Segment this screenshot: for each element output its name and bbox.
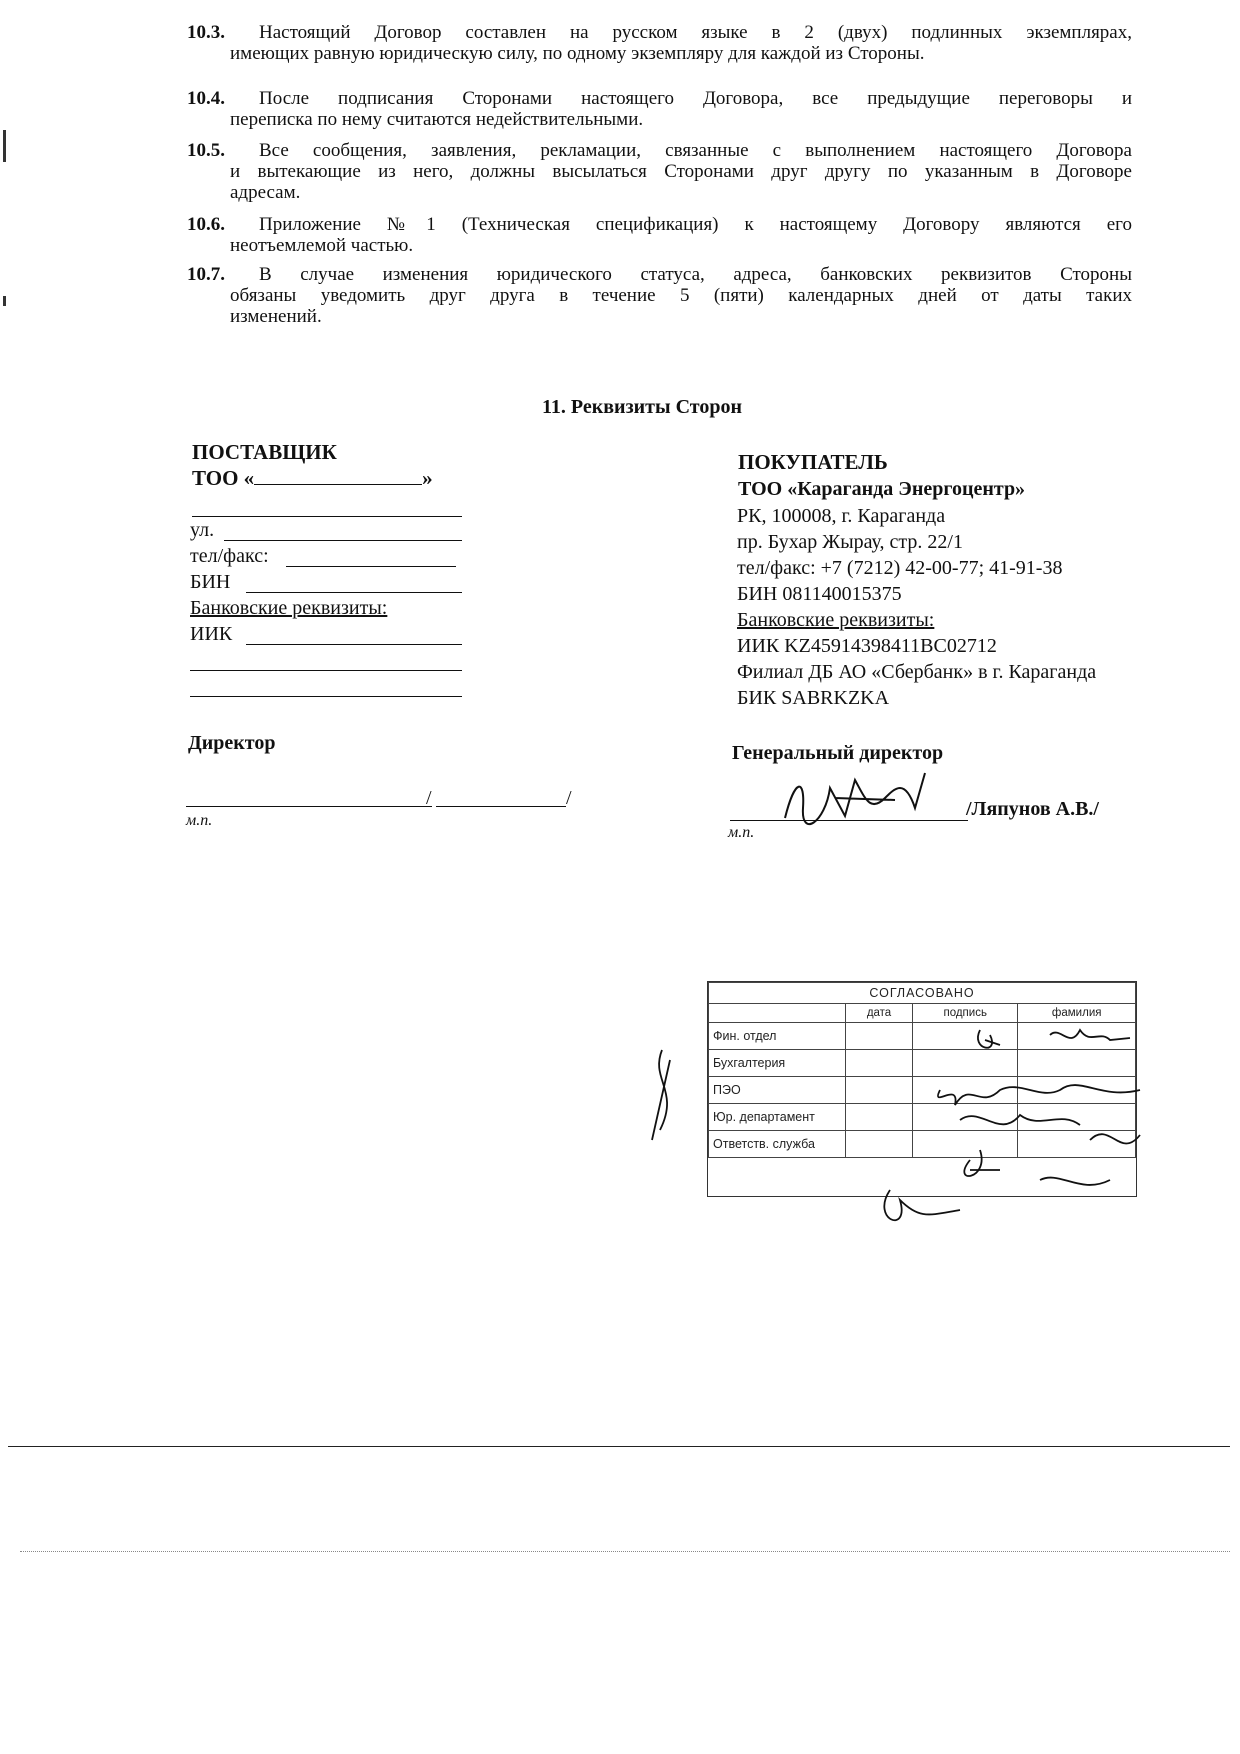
supplier-bin-label: БИН (190, 571, 231, 593)
approval-stamp-row-label: Фин. отдел (709, 1023, 846, 1050)
buyer-phone: тел/факс: +7 (7212) 42-00-77; 41-91-38 (737, 557, 1063, 579)
clause-text: изменений. (230, 306, 322, 327)
clause-text: имеющих равную юридическую силу, по одному экземпляру для каждой из Стороны. (230, 43, 925, 64)
approval-stamp-row-label: ПЭО (709, 1077, 846, 1104)
supplier-phone-line (286, 566, 456, 567)
supplier-company-suffix: » (422, 466, 433, 490)
clause-text: После подписания Сторонами настоящего Договора, все предыдущие переговоры и (259, 88, 1132, 109)
supplier-company-prefix: ТОО « (192, 466, 255, 490)
clause-text: Настоящий Договор составлен на русском языке в 2 (двух) подлинных экземплярах, (259, 22, 1132, 43)
clause-number: 10.7. (187, 264, 225, 285)
scan-margin-mark (3, 296, 6, 306)
buyer-bik: БИК SABRKZKA (737, 687, 890, 709)
buyer-iik: ИИК KZ45914398411BC02712 (737, 635, 997, 657)
supplier-seal-mark: м.п. (186, 812, 213, 829)
buyer-bank-label: Банковские реквизиты: (737, 609, 935, 631)
clause-text: и вытекающие из него, должны высылаться Сторонами друг другу по указанным в Договоре (230, 161, 1132, 182)
supplier-slash: / (426, 787, 432, 809)
scan-margin-mark (3, 130, 6, 162)
clause-10-3 (187, 22, 1132, 85)
clause-10-7 (187, 264, 1132, 348)
supplier-signatory: Директор (188, 732, 276, 754)
section-title: 11. Реквизиты Сторон (542, 396, 742, 418)
approval-stamp-header: подпись (913, 1004, 1018, 1023)
clause-text: обязаны уведомить друг друга в течение 5 (пяти) календарных дней от даты таких (230, 285, 1132, 306)
buyer-address-2: пр. Бухар Жырау, стр. 22/1 (737, 531, 963, 553)
supplier-bank-line (190, 670, 462, 671)
buyer-signatory: Генеральный директор (732, 742, 944, 764)
supplier-company (192, 466, 433, 491)
buyer-name: /Ляпунов А.В./ (966, 798, 1099, 820)
supplier-signature-line (186, 806, 432, 807)
approval-stamp-header: дата (846, 1004, 913, 1023)
clause-text: В случае изменения юридического статуса, адреса, банковских реквизитов Стороны (259, 264, 1132, 285)
clause-number: 10.5. (187, 140, 225, 161)
buyer-seal-mark: м.п. (728, 824, 755, 841)
approval-stamp-title: СОГЛАСОВАНО (709, 983, 1136, 1004)
clause-text: переписка по нему считаются недействительными. (230, 109, 644, 130)
supplier-heading: ПОСТАВЩИК (192, 440, 337, 464)
approval-stamp-row-label: Юр. департамент (709, 1104, 846, 1131)
buyer-signature (775, 768, 955, 830)
clause-10-5 (187, 140, 1132, 224)
supplier-iik-label: ИИК (190, 623, 233, 645)
supplier-bank-line (190, 696, 462, 697)
dotted-line (20, 1551, 1230, 1552)
supplier-bank-label: Банковские реквизиты: (190, 597, 388, 619)
clause-number: 10.4. (187, 88, 225, 109)
buyer-address-1: РК, 100008, г. Караганда (737, 505, 946, 527)
clause-number: 10.3. (187, 22, 225, 43)
buyer-heading: ПОКУПАТЕЛЬ (738, 450, 888, 474)
clause-text: Все сообщения, заявления, рекламации, связанные с выполнением настоящего Договора (259, 140, 1132, 161)
buyer-company: ТОО «Караганда Энергоцентр» (738, 478, 1026, 500)
clause-text: адресам. (230, 182, 301, 203)
buyer-branch: Филиал ДБ АО «Сбербанк» в г. Караганда (737, 661, 1097, 683)
approval-stamp-row-label: Ответств. служба (709, 1131, 846, 1158)
supplier-street-line (224, 540, 462, 541)
supplier-name-line (436, 806, 566, 807)
clause-text: неотъемлемой частью. (230, 235, 414, 256)
supplier-bin-line (246, 592, 462, 593)
approval-handwritten-signatures (640, 1020, 1160, 1250)
approval-stamp-row-label: Бухгалтерия (709, 1050, 846, 1077)
supplier-iik-line (246, 644, 462, 645)
buyer-bin: БИН 081140015375 (737, 583, 902, 605)
clause-number: 10.6. (187, 214, 225, 235)
supplier-phone-label: тел/факс: (190, 545, 269, 567)
supplier-slash: / (566, 787, 572, 809)
supplier-street-label: ул. (190, 519, 215, 541)
approval-stamp-header: фамилия (1018, 1004, 1136, 1023)
clause-text: Приложение №1 (Техническая спецификация) к настоящему Договору являются его (259, 214, 1132, 235)
supplier-blank-line (192, 516, 462, 517)
page-divider (8, 1446, 1230, 1447)
